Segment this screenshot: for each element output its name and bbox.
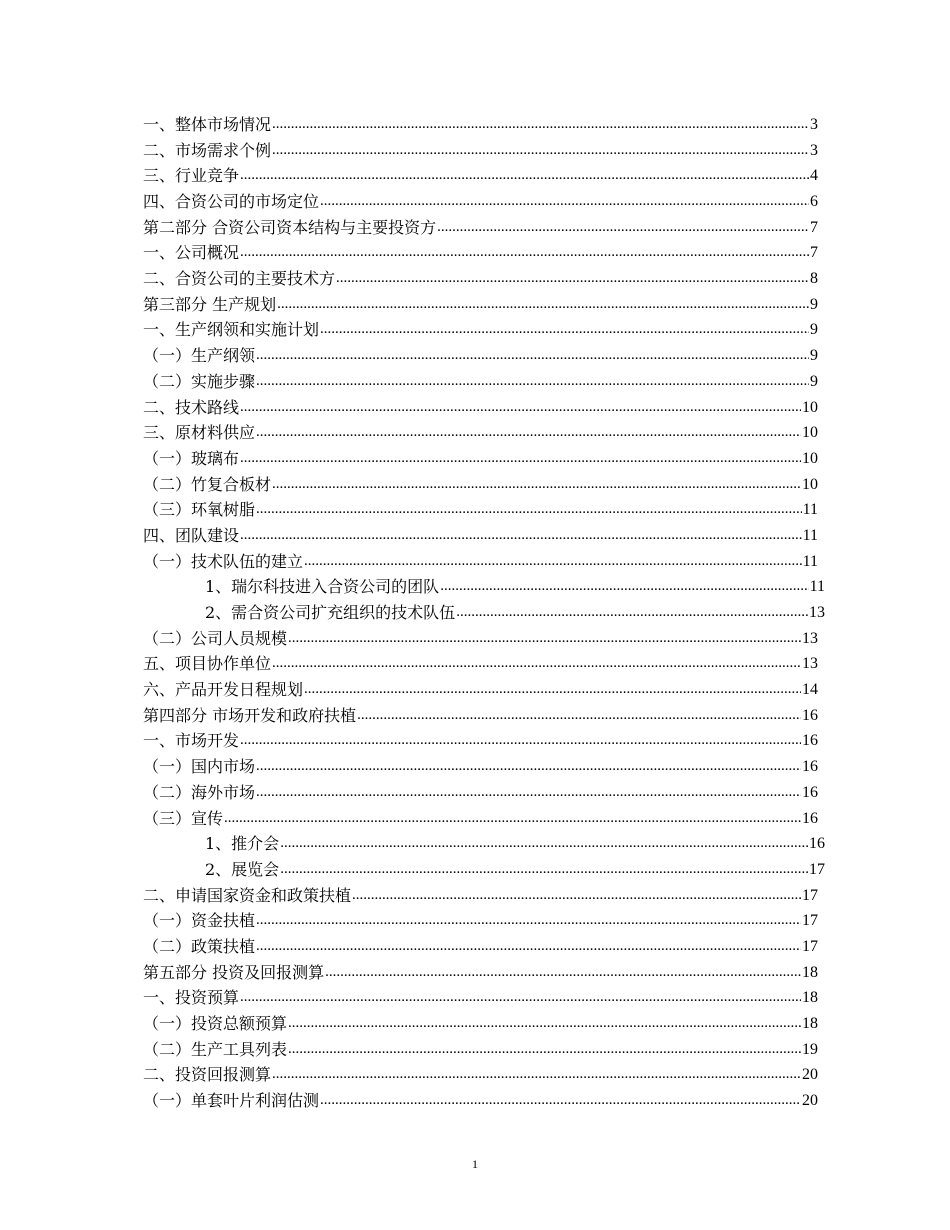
toc-entry-title: 一、市场开发	[143, 731, 240, 751]
toc-entry-title: 第三部分 生产规划	[143, 294, 277, 314]
toc-entry[interactable]	[143, 112, 818, 138]
toc-entry-page-number: 13	[809, 604, 825, 622]
toc-dot-leader	[224, 806, 801, 832]
toc-entry-title: 一、公司概况	[143, 243, 240, 263]
toc-entry[interactable]	[143, 754, 818, 780]
toc-entry-title: （二）政策扶植	[143, 936, 256, 956]
toc-entry-title: （二）生产工具列表	[143, 1039, 288, 1059]
toc-dot-leader	[240, 240, 809, 266]
toc-dot-leader	[272, 472, 801, 498]
toc-entry[interactable]	[143, 677, 818, 703]
toc-entry[interactable]	[143, 215, 818, 241]
toc-entry[interactable]	[143, 806, 818, 832]
toc-dot-leader	[456, 600, 808, 626]
toc-dot-leader	[320, 189, 809, 215]
toc-entry-page-number: 18	[802, 1015, 818, 1033]
toc-entry-title: 四、合资公司的市场定位	[143, 192, 320, 212]
toc-entry[interactable]	[143, 1011, 818, 1037]
toc-entry-page-number: 17	[809, 860, 825, 878]
toc-entry-page-number: 9	[810, 321, 818, 339]
toc-entry-page-number: 16	[809, 835, 825, 853]
toc-entry-page-number: 6	[810, 193, 818, 211]
toc-entry-page-number: 18	[802, 989, 818, 1007]
toc-dot-leader	[288, 1037, 801, 1063]
toc-entry[interactable]	[143, 523, 818, 549]
toc-entry[interactable]	[143, 497, 818, 523]
toc-entry-page-number: 11	[802, 501, 818, 519]
toc-dot-leader	[336, 266, 809, 292]
toc-entry-page-number: 10	[802, 398, 818, 416]
toc-entry[interactable]	[143, 729, 818, 755]
toc-entry[interactable]	[143, 780, 818, 806]
toc-entry[interactable]	[143, 343, 818, 369]
toc-dot-leader	[240, 163, 809, 189]
toc-entry-title: 2、展览会	[205, 859, 280, 879]
toc-dot-leader	[272, 651, 801, 677]
toc-entry-page-number: 13	[802, 655, 818, 673]
toc-entry[interactable]	[143, 292, 818, 318]
toc-entry-title: 一、生产纲领和实施计划	[143, 320, 320, 340]
toc-entry[interactable]	[143, 266, 818, 292]
toc-entry-title: 1、瑞尔科技进入合资公司的团队	[205, 577, 440, 597]
toc-dot-leader	[256, 343, 809, 369]
toc-entry-page-number: 3	[810, 115, 818, 133]
toc-entry-page-number: 13	[802, 629, 818, 647]
toc-entry[interactable]	[143, 960, 818, 986]
toc-entry-page-number: 10	[802, 424, 818, 442]
toc-dot-leader	[240, 985, 801, 1011]
toc-dot-leader	[256, 369, 809, 395]
toc-entry-title: （一）国内市场	[143, 757, 256, 777]
toc-entry[interactable]	[143, 189, 818, 215]
toc-entry[interactable]	[143, 420, 818, 446]
toc-entry-title: 第五部分 投资及回报测算	[143, 962, 325, 982]
toc-entry-title: 三、行业竞争	[143, 166, 240, 186]
toc-dot-leader	[320, 1088, 801, 1114]
toc-entry[interactable]	[143, 626, 818, 652]
toc-dot-leader	[256, 497, 802, 523]
toc-entry[interactable]	[143, 240, 818, 266]
toc-entry-page-number: 3	[810, 141, 818, 159]
toc-entry[interactable]	[143, 831, 825, 857]
toc-entry[interactable]	[143, 703, 818, 729]
toc-entry[interactable]	[143, 1037, 818, 1063]
toc-entry-page-number: 16	[802, 809, 818, 827]
toc-entry-title: （二）海外市场	[143, 782, 256, 802]
toc-entry-title: 第二部分 合资公司资本结构与主要投资方	[143, 217, 437, 237]
page-number: 1	[472, 1157, 478, 1171]
toc-dot-leader	[288, 1011, 801, 1037]
toc-dot-leader	[256, 754, 801, 780]
toc-entry[interactable]	[143, 883, 818, 909]
toc-entry-page-number: 10	[802, 449, 818, 467]
toc-entry[interactable]	[143, 985, 818, 1011]
toc-dot-leader	[304, 677, 801, 703]
toc-dot-leader	[437, 215, 809, 241]
toc-dot-leader	[240, 446, 801, 472]
toc-dot-leader	[440, 574, 808, 600]
toc-dot-leader	[240, 523, 802, 549]
toc-entry-title: （一）投资总额预算	[143, 1014, 288, 1034]
toc-entry[interactable]	[143, 446, 818, 472]
toc-entry-page-number: 4	[810, 167, 818, 185]
toc-entry-title: （二）实施步骤	[143, 371, 256, 391]
toc-entry[interactable]	[143, 934, 818, 960]
toc-entry-page-number: 9	[810, 295, 818, 313]
toc-entry[interactable]	[143, 318, 818, 344]
toc-entry-page-number: 16	[802, 783, 818, 801]
toc-entry[interactable]	[143, 1062, 818, 1088]
toc-entry-title: 二、投资回报测算	[143, 1065, 272, 1085]
toc-entry-page-number: 18	[802, 963, 818, 981]
toc-entry-title: （二）竹复合板材	[143, 474, 272, 494]
toc-dot-leader	[357, 703, 801, 729]
toc-entry-title: 二、申请国家资金和政策扶植	[143, 885, 352, 905]
toc-entry[interactable]	[143, 138, 818, 164]
toc-entry-title: 一、整体市场情况	[143, 114, 272, 134]
toc-entry-page-number: 11	[802, 552, 818, 570]
toc-entry-title: 二、市场需求个例	[143, 140, 272, 160]
toc-entry[interactable]	[143, 1088, 818, 1114]
toc-entry[interactable]	[143, 472, 818, 498]
toc-dot-leader	[256, 420, 801, 446]
toc-dot-leader	[256, 908, 801, 934]
toc-entry-title: （一）单套叶片利润估测	[143, 1091, 320, 1111]
toc-entry-title: 六、产品开发日程规划	[143, 680, 304, 700]
toc-entry-page-number: 20	[802, 1092, 818, 1110]
toc-entry-title: 2、需合资公司扩充组织的技术队伍	[205, 603, 456, 623]
toc-entry-page-number: 7	[810, 244, 818, 262]
toc-dot-leader	[256, 780, 801, 806]
toc-entry-page-number: 10	[802, 475, 818, 493]
toc-dot-leader	[272, 138, 809, 164]
toc-entry-title: （一）生产纲领	[143, 346, 256, 366]
toc-entry-page-number: 16	[802, 732, 818, 750]
toc-entry-title: 1、推介会	[205, 834, 280, 854]
toc-entry-page-number: 17	[802, 937, 818, 955]
toc-dot-leader	[272, 112, 809, 138]
toc-entry-title: 三、原材料供应	[143, 423, 256, 443]
toc-entry[interactable]	[143, 600, 825, 626]
toc-dot-leader	[304, 549, 802, 575]
toc-entry-page-number: 8	[810, 270, 818, 288]
toc-dot-leader	[277, 292, 809, 318]
toc-dot-leader	[288, 626, 801, 652]
toc-dot-leader	[280, 831, 808, 857]
toc-entry-title: （二）公司人员规模	[143, 628, 288, 648]
toc-entry[interactable]	[143, 651, 818, 677]
toc-entry-page-number: 7	[810, 218, 818, 236]
toc-entry-page-number: 16	[802, 758, 818, 776]
table-of-contents	[143, 112, 825, 1114]
toc-entry-page-number: 9	[810, 347, 818, 365]
toc-entry-title: 一、投资预算	[143, 988, 240, 1008]
toc-entry-page-number: 11	[802, 526, 818, 544]
toc-entry[interactable]	[143, 163, 818, 189]
toc-dot-leader	[352, 883, 801, 909]
toc-entry-title: （一）玻璃布	[143, 448, 240, 468]
toc-dot-leader	[240, 728, 801, 754]
toc-dot-leader	[240, 395, 801, 421]
toc-entry-page-number: 17	[802, 912, 818, 930]
toc-entry-title: 四、团队建设	[143, 525, 240, 545]
toc-entry-title: （三）环氧树脂	[143, 500, 256, 520]
toc-entry[interactable]	[143, 369, 818, 395]
toc-entry-title: 二、合资公司的主要技术方	[143, 269, 336, 289]
toc-dot-leader	[320, 317, 809, 343]
toc-dot-leader	[256, 934, 801, 960]
toc-entry-title: （一）技术队伍的建立	[143, 551, 304, 571]
toc-entry[interactable]	[143, 908, 818, 934]
toc-dot-leader	[325, 960, 801, 986]
toc-entry[interactable]	[143, 857, 825, 883]
toc-entry[interactable]	[143, 395, 818, 421]
toc-dot-leader	[272, 1062, 801, 1088]
toc-entry-title: （一）资金扶植	[143, 911, 256, 931]
toc-entry-title: 二、技术路线	[143, 397, 240, 417]
toc-entry[interactable]	[143, 574, 825, 600]
toc-entry-page-number: 11	[809, 578, 825, 596]
toc-entry-title: 第四部分 市场开发和政府扶植	[143, 705, 357, 725]
toc-entry-title: （三）宣传	[143, 808, 224, 828]
toc-entry-page-number: 17	[802, 886, 818, 904]
toc-entry-page-number: 20	[802, 1066, 818, 1084]
toc-entry-title: 五、项目协作单位	[143, 654, 272, 674]
toc-entry-page-number: 19	[802, 1040, 818, 1058]
toc-entry-page-number: 14	[802, 681, 818, 699]
toc-entry[interactable]	[143, 549, 818, 575]
toc-entry-page-number: 16	[802, 706, 818, 724]
toc-entry-page-number: 9	[810, 372, 818, 390]
toc-dot-leader	[280, 857, 808, 883]
